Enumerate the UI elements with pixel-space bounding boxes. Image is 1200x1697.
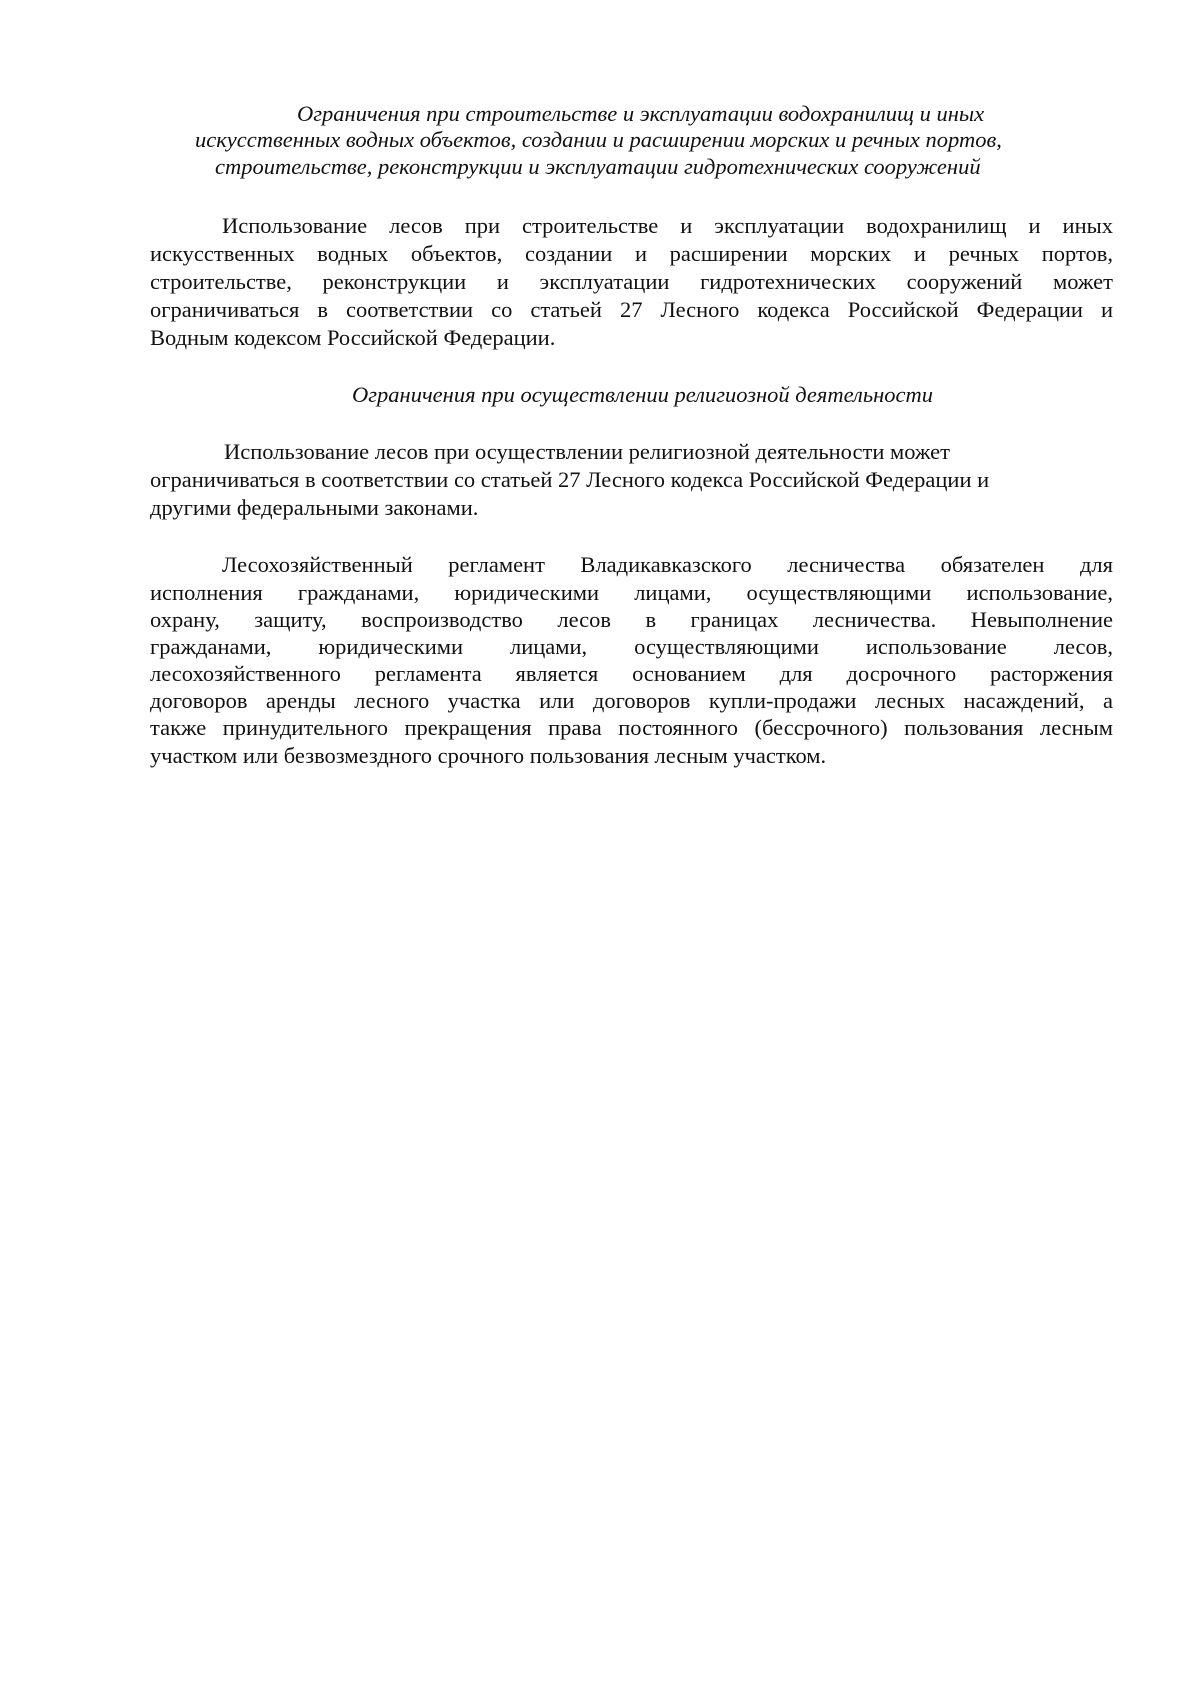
paragraph-line: Водным кодексом Российской Федерации. xyxy=(150,325,556,350)
paragraph-line: гражданами, юридическими лицами, осуществляющими использование лесов, xyxy=(150,634,1113,659)
paragraph-line: договоров аренды лесного участка или договоров купли-продажи лесных насаждений, а xyxy=(150,688,1113,713)
paragraph-line: исполнения гражданами, юридическими лицами, осуществляющими использование, xyxy=(150,580,1113,605)
heading-line: Ограничения при осуществлении религиозной деятельности xyxy=(352,382,933,407)
paragraph-line: Лесохозяйственный регламент Владикавказского лесничества обязателен для xyxy=(222,552,1113,577)
heading-line: строительстве, реконструкции и эксплуатации гидротехнических сооружений xyxy=(215,154,981,179)
heading-line: Ограничения при строительстве и эксплуатации водохранилищ и иных xyxy=(297,101,985,126)
paragraph-line: участком или безвозмездного срочного пользования лесным участком. xyxy=(150,743,827,768)
paragraph-line: другими федеральными законами. xyxy=(150,495,479,520)
paragraph-line: искусственных водных объектов, создании и расширении морских и речных портов, xyxy=(150,241,1113,266)
paragraph-line: строительстве, реконструкции и эксплуатации гидротехнических сооружений может xyxy=(150,269,1113,294)
paragraph-line: ограничиваться в соответствии со статьей 27 Лесного кодекса Российской Федерации и xyxy=(150,297,1113,322)
paragraph-line: Использование лесов при строительстве и эксплуатации водохранилищ и иных xyxy=(222,213,1113,238)
paragraph-line: также принудительного прекращения права постоянного (бессрочного) пользования лесным xyxy=(150,715,1113,740)
paragraph-line: охрану, защиту, воспроизводство лесов в границах лесничества. Невыполнение xyxy=(150,607,1113,632)
paragraph-line: Использование лесов при осуществлении религиозной деятельности может xyxy=(224,439,950,464)
paragraph-line: лесохозяйственного регламента является основанием для досрочного расторжения xyxy=(150,661,1113,686)
heading-line: искусственных водных объектов, создании и расширении морских и речных портов, xyxy=(195,127,1002,152)
paragraph-line: ограничиваться в соответствии со статьей 27 Лесного кодекса Российской Федерации и xyxy=(150,467,990,492)
